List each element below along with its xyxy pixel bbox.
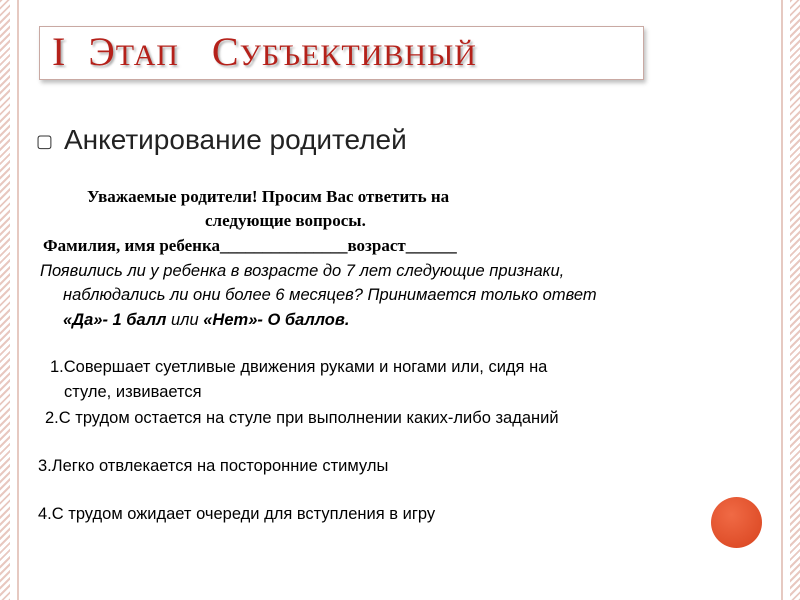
title-roman: I: [52, 29, 67, 74]
instruction-line-3: [63, 311, 349, 330]
intro-line-1: Уважаемые родители! Просим Вас ответить на: [87, 187, 450, 206]
question-2: 2.С трудом остается на стуле при выполнении каких-либо заданий: [45, 409, 559, 427]
question-1-line-2: стуле, извивается: [64, 383, 202, 401]
question-1-line-1: 1.Совершает суетливые движения руками и ногами или, сидя на: [50, 358, 548, 376]
answer-no: «Нет»- О баллов.: [203, 311, 350, 329]
decorative-stripe-left: [0, 0, 10, 600]
title-word2-rest: УБЪЕКТИВНЫЙ: [239, 39, 477, 72]
decorative-stripe-right: [790, 0, 800, 600]
border-line-left: [17, 0, 19, 600]
instruction-line-2: наблюдались ли они более 6 месяцев? Принимается только ответ: [63, 286, 597, 304]
title-word1-rest: ТАП: [115, 39, 179, 72]
title-word1-cap: Э: [88, 29, 116, 74]
accent-circle: [711, 497, 762, 548]
border-line-right: [781, 0, 783, 600]
question-3: 3.Легко отвлекается на посторонние стимулы: [38, 457, 389, 475]
answer-yes: «Да»- 1 балл: [63, 311, 167, 329]
heading: Анкетирование родителей: [64, 124, 407, 155]
answer-or: или: [166, 311, 204, 329]
intro-line-2: следующие вопросы.: [205, 211, 366, 230]
question-4: 4.С трудом ожидает очереди для вступления в игру: [38, 505, 436, 523]
intro-line-3: Фамилия, имя ребенка_______________возраст______: [43, 236, 457, 255]
slide-title: [52, 28, 477, 75]
instruction-line-1: Появились ли у ребенка в возрасте до 7 лет следующие признаки,: [40, 262, 565, 280]
title-word2-cap: С: [211, 29, 240, 74]
bullet-icon: ▢: [36, 131, 54, 152]
